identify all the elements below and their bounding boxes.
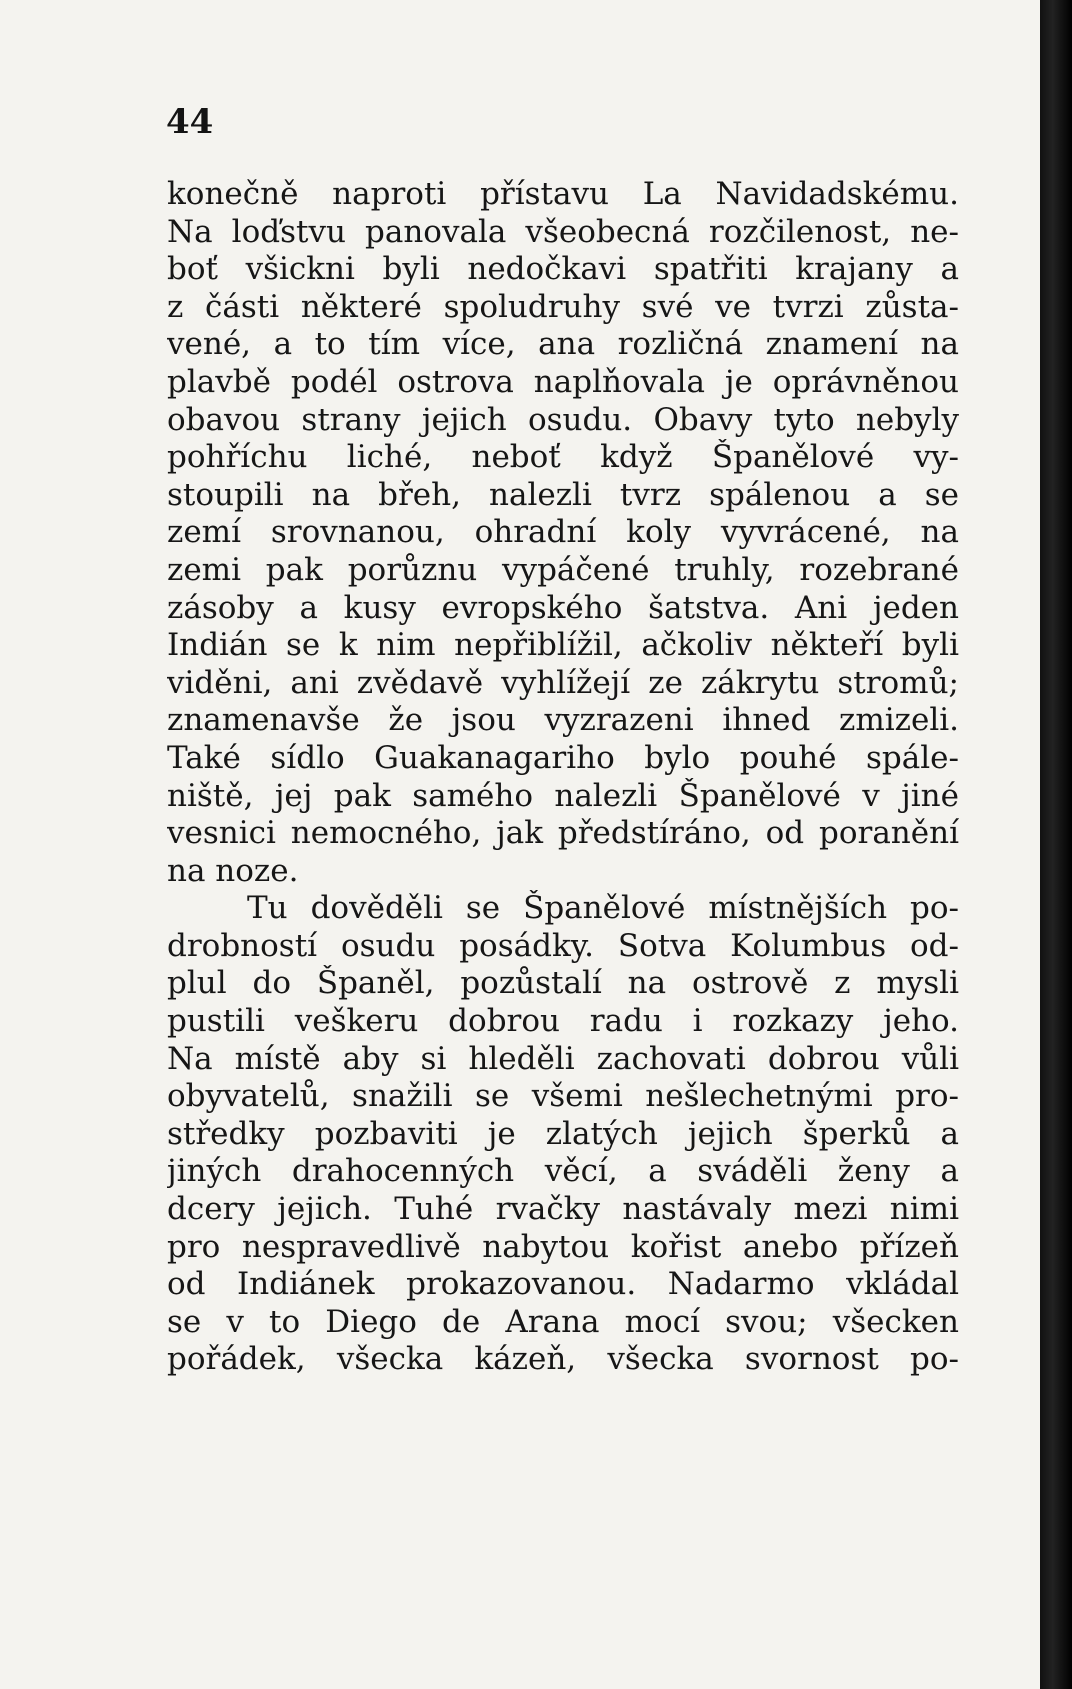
page-number: 44 [166,102,214,142]
text-line: na noze. [167,852,299,889]
text-line: jiných drahocenných věcí, a sváděli ženy a [167,1153,959,1190]
page-edge-shadow [1040,0,1072,1689]
text-line: zemí srovnanou, ohradní koly vyvrácené, na [167,514,959,551]
text-line: zásoby a kusy evropského šatstva. Ani jeden [167,589,959,626]
text-line: vené, a to tím více, ana rozličná znamení na [167,326,959,363]
text-line: Tu dověděli se Španělové místnějších po- [247,890,959,927]
text-line: pohříchu liché, neboť když Španělové vy- [167,439,959,476]
text-line: obyvatelů, snažili se všemi nešlechetnými pro- [167,1078,959,1115]
text-line: obavou strany jejich osudu. Obavy tyto nebyly [167,401,959,438]
text-line: vesnici nemocného, jak předstíráno, od poranění [167,815,959,852]
text-line: pro nespravedlivě nabytou kořist anebo přízeň [167,1228,959,1265]
text-line: Indián se k nim nepřiblížil, ačkoliv někteří byli [167,627,959,664]
text-line: stoupili na břeh, nalezli tvrz spálenou a se [167,476,959,513]
text-line: z části některé spoludruhy své ve tvrzi zůsta- [167,288,959,325]
text-line: plul do Španěl, pozůstalí na ostrově z mysli [167,965,959,1002]
text-line: středky pozbaviti je zlatých jejich šperků a [167,1115,959,1152]
body-text [167,176,959,1379]
text-line: od Indiánek prokazovanou. Nadarmo vkládal [167,1266,959,1303]
text-line: Na místě aby si hleděli zachovati dobrou vůli [167,1040,959,1077]
text-line: se v to Diego de Arana mocí svou; všecken [167,1303,959,1340]
text-line: dcery jejich. Tuhé rvačky nastávaly mezi nimi [167,1191,959,1228]
text-line: pořádek, všecka kázeň, všecka svornost po- [167,1341,959,1378]
text-line: pustili veškeru dobrou radu i rozkazy jeho. [167,1003,959,1040]
text-line: zemi pak porůznu vypáčené truhly, rozebrané [167,551,959,588]
text-line: drobností osudu posádky. Sotva Kolumbus od- [167,927,959,964]
text-line: konečně naproti přístavu La Navidadskému. [167,176,959,212]
text-line: plavbě podél ostrova naplňovala je oprávněnou [167,363,959,400]
text-line: viděni, ani zvědavě vyhlížejí ze zákrytu stromů; [167,664,959,701]
text-line: niště, jej pak samého nalezli Španělové v jiné [167,777,959,814]
text-line: Také sídlo Guakanagariho bylo pouhé spále- [167,739,959,776]
text-line: znamenavše že jsou vyzrazeni ihned zmizeli. [167,702,959,739]
text-line: Na loďstvu panovala všeobecná rozčilenost, ne- [167,213,959,250]
text-line: boť všickni byli nedočkavi spatřiti krajany a [167,251,959,288]
